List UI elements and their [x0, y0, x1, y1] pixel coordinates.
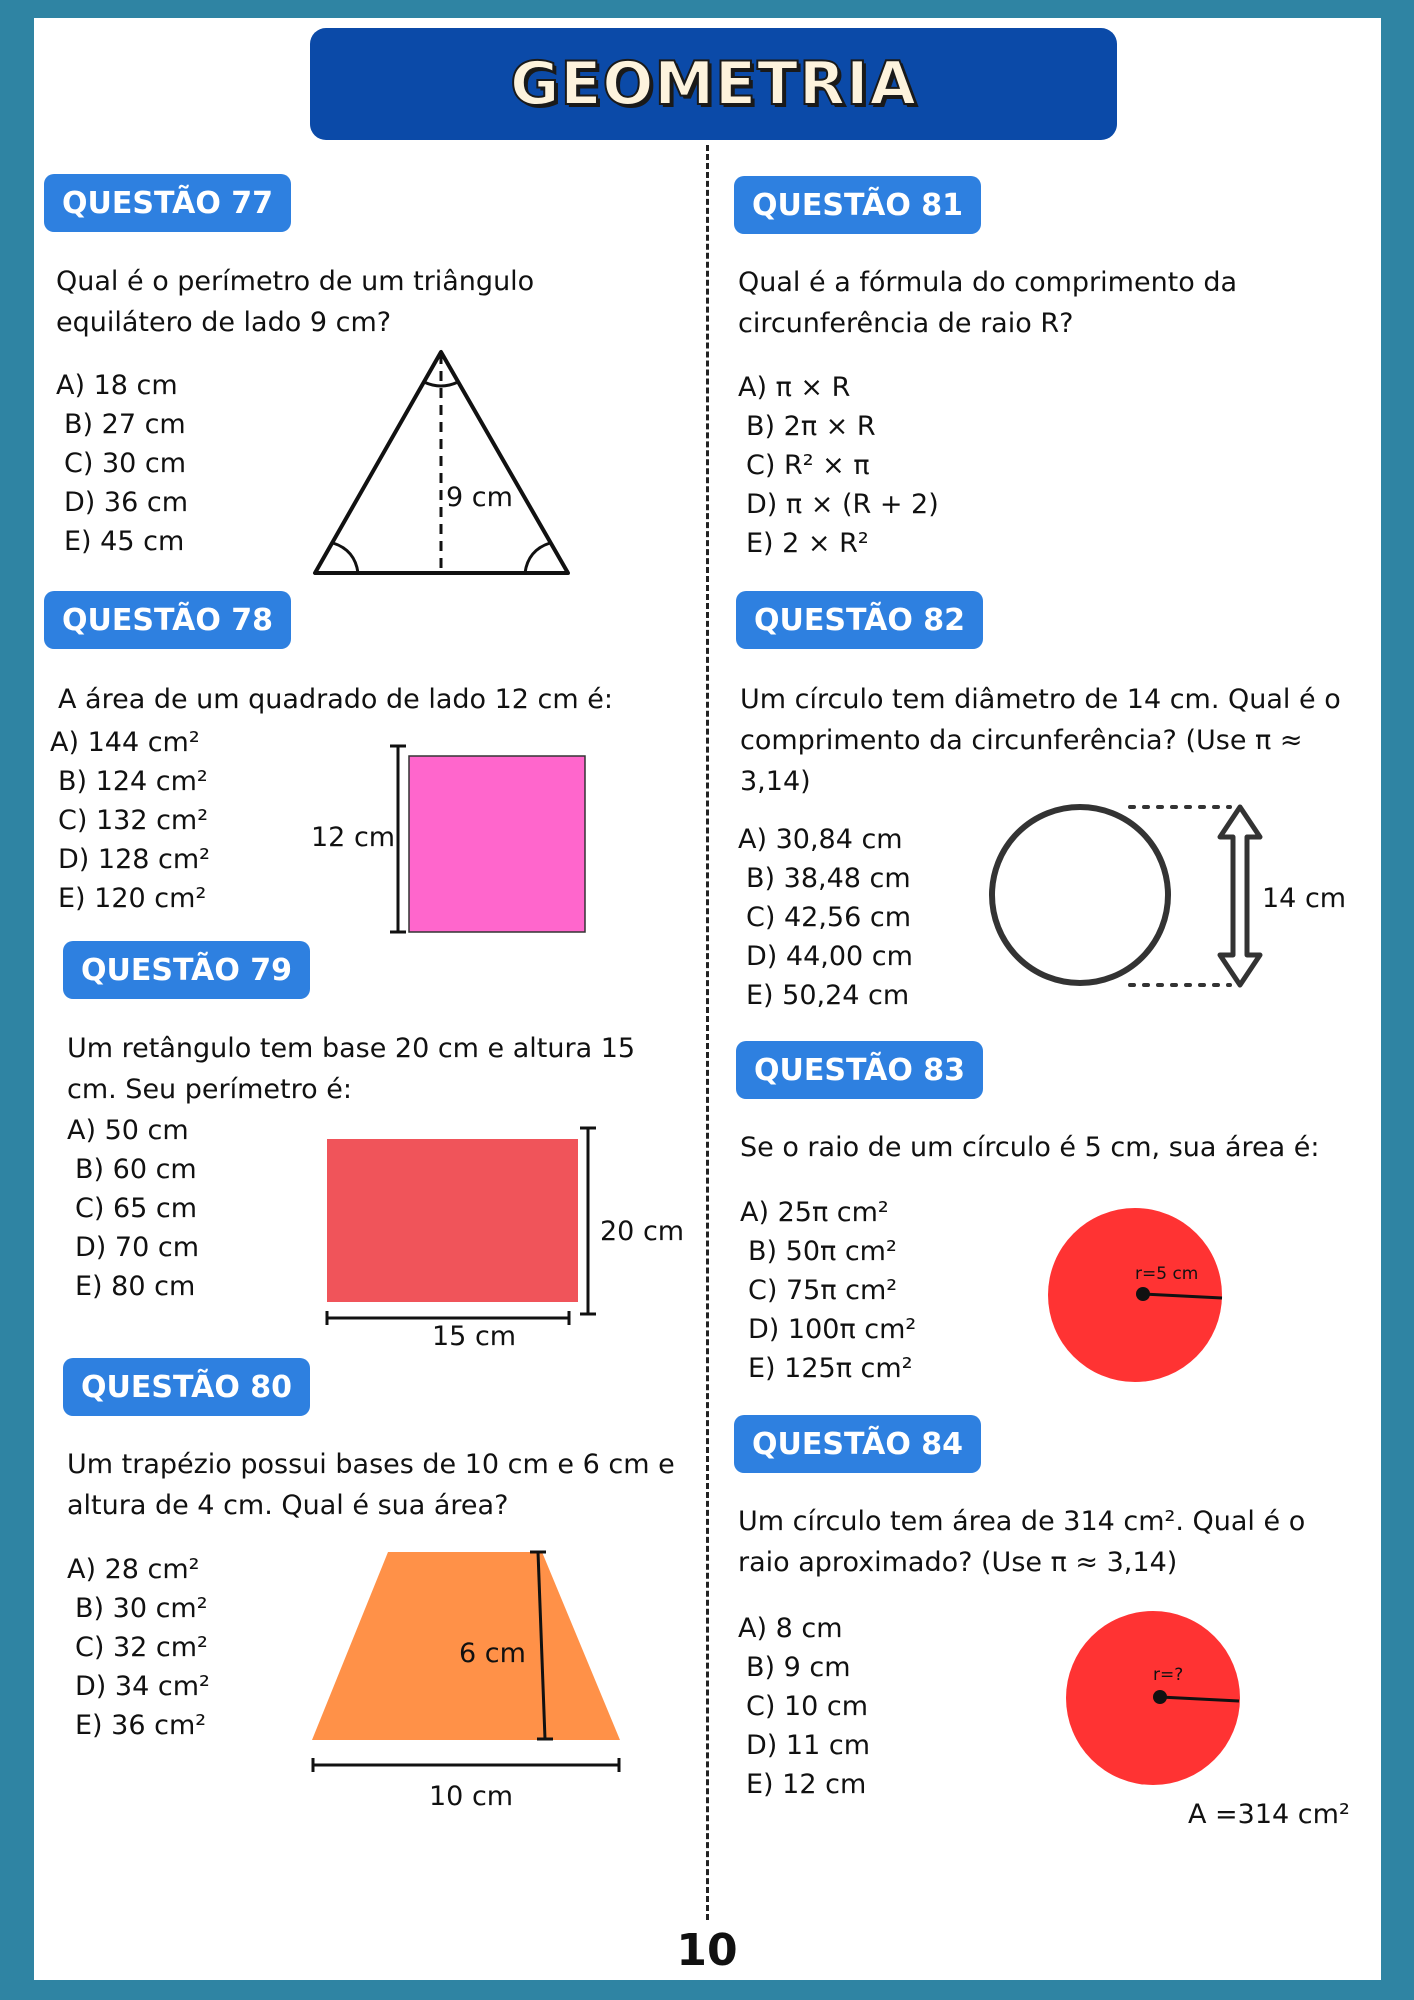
radius-label: r=?	[1153, 1665, 1184, 1685]
question-83-option-b: B) 50π cm²	[748, 1236, 897, 1267]
question-84-badge: QUESTÃO 84	[734, 1415, 981, 1473]
radius-label: r=5 cm	[1135, 1264, 1199, 1284]
square-side-label: 12 cm	[311, 822, 396, 853]
trapezoid-figure	[305, 1540, 645, 1820]
page-number: 10	[676, 1925, 738, 1976]
square-shape	[409, 756, 585, 932]
question-77-badge: QUESTÃO 77	[44, 174, 291, 232]
square-figure	[305, 738, 595, 938]
question-79-options	[67, 1111, 199, 1306]
question-80-badge: QUESTÃO 80	[63, 1358, 310, 1416]
question-84-option-a: A) 8 cm	[738, 1613, 843, 1644]
question-81-option-c: C) R² × π	[746, 450, 870, 481]
question-78-option-b: B) 124 cm²	[58, 766, 208, 797]
question-78-text: A área de um quadrado de lado 12 cm é:	[58, 684, 613, 715]
question-81-option-e: E) 2 × R²	[746, 528, 869, 559]
circle-area-label: A =314 cm²	[1188, 1799, 1350, 1830]
triangle-height-label: 9 cm	[446, 482, 513, 513]
question-77-option-a: A) 18 cm	[56, 370, 178, 401]
question-78-options	[50, 723, 210, 918]
question-77-option-c: C) 30 cm	[64, 448, 187, 479]
center-point	[1136, 1287, 1150, 1301]
circle-unknown-radius-figure	[1063, 1608, 1253, 1798]
question-82-text: Um círculo tem diâmetro de 14 cm. Qual é o comprimento da circunferência? (Use π ≈ 3,14)	[740, 684, 1341, 797]
circle-diameter-label: 14 cm	[1262, 883, 1347, 914]
question-80-text: Um trapézio possui bases de 10 cm e 6 cm e altura de 4 cm. Qual é sua área?	[67, 1449, 675, 1521]
rectangle-shape	[327, 1139, 578, 1302]
question-80-option-a: A) 28 cm²	[67, 1554, 200, 1585]
question-77-option-b: B) 27 cm	[64, 409, 186, 440]
circle-diameter-figure	[980, 795, 1350, 995]
filled-circle-shape	[1066, 1611, 1240, 1785]
question-79-option-b: B) 60 cm	[75, 1154, 197, 1185]
rectangle-figure	[320, 1120, 690, 1360]
question-83-text: Se o raio de um círculo é 5 cm, sua área é:	[740, 1132, 1320, 1163]
question-84-option-b: B) 9 cm	[746, 1652, 851, 1683]
question-78-option-a: A) 144 cm²	[50, 727, 200, 758]
question-83-option-d: D) 100π cm²	[748, 1314, 917, 1345]
question-81-option-a: A) π × R	[738, 372, 851, 403]
question-79-option-c: C) 65 cm	[75, 1193, 198, 1224]
question-82-option-a: A) 30,84 cm	[738, 824, 903, 855]
center-point	[1153, 1690, 1167, 1704]
question-81-option-d: D) π × (R + 2)	[746, 489, 939, 520]
question-77-options	[56, 366, 188, 561]
question-81-badge: QUESTÃO 81	[734, 176, 981, 234]
question-81-option-b: B) 2π × R	[746, 411, 876, 442]
question-83-options	[740, 1193, 916, 1388]
circle-radius-figure	[1045, 1205, 1235, 1395]
trapezoid-base-label: 10 cm	[429, 1781, 514, 1812]
question-81-text: Qual é a fórmula do comprimento da circunferência de raio R?	[738, 267, 1238, 339]
question-84-options	[738, 1609, 870, 1804]
question-84-option-e: E) 12 cm	[746, 1769, 867, 1800]
question-84-option-d: D) 11 cm	[746, 1730, 870, 1761]
question-82-options	[738, 820, 913, 1015]
question-83-badge: QUESTÃO 83	[736, 1041, 983, 1099]
question-84-option-c: C) 10 cm	[746, 1691, 869, 1722]
trapezoid-height-label: 6 cm	[459, 1638, 526, 1669]
question-78-option-e: E) 120 cm²	[58, 883, 207, 914]
question-78-option-d: D) 128 cm²	[58, 844, 210, 875]
question-80-option-d: D) 34 cm²	[75, 1671, 210, 1702]
question-79-option-d: D) 70 cm	[75, 1232, 199, 1263]
rectangle-base-label: 15 cm	[432, 1321, 517, 1352]
question-80-option-b: B) 30 cm²	[75, 1593, 208, 1624]
question-82-option-c: C) 42,56 cm	[746, 902, 911, 933]
filled-circle-shape	[1048, 1208, 1222, 1382]
question-80-option-e: E) 36 cm²	[75, 1710, 207, 1741]
question-84-text: Um círculo tem área de 314 cm². Qual é o raio aproximado? (Use π ≈ 3,14)	[738, 1506, 1306, 1578]
question-82-option-d: D) 44,00 cm	[746, 941, 913, 972]
title-banner	[310, 28, 1117, 140]
question-83-option-a: A) 25π cm²	[740, 1197, 889, 1228]
question-78-badge: QUESTÃO 78	[44, 591, 291, 649]
question-77-option-e: E) 45 cm	[64, 526, 185, 557]
question-79-option-a: A) 50 cm	[67, 1115, 189, 1146]
question-82-option-b: B) 38,48 cm	[746, 863, 911, 894]
question-77-text: Qual é o perímetro de um triângulo equilátero de lado 9 cm?	[56, 266, 535, 338]
circle-outline-shape	[992, 807, 1168, 983]
question-79-text: Um retângulo tem base 20 cm e altura 15 cm. Seu perímetro é:	[67, 1033, 636, 1105]
question-82-badge: QUESTÃO 82	[736, 591, 983, 649]
double-arrow-icon	[1220, 807, 1260, 985]
equilateral-triangle-figure	[300, 340, 590, 580]
rectangle-height-label: 20 cm	[600, 1216, 685, 1247]
column-divider	[706, 145, 709, 1920]
question-79-badge: QUESTÃO 79	[63, 941, 310, 999]
question-77-option-d: D) 36 cm	[64, 487, 188, 518]
question-83-option-e: E) 125π cm²	[748, 1353, 913, 1384]
page-title: GEOMETRIA	[510, 49, 917, 119]
question-83-option-c: C) 75π cm²	[748, 1275, 898, 1306]
question-81-options	[738, 368, 939, 563]
question-78-option-c: C) 132 cm²	[58, 805, 209, 836]
question-82-option-e: E) 50,24 cm	[746, 980, 910, 1011]
question-80-option-c: C) 32 cm²	[75, 1632, 208, 1663]
question-79-option-e: E) 80 cm	[75, 1271, 196, 1302]
question-80-options	[67, 1550, 210, 1745]
